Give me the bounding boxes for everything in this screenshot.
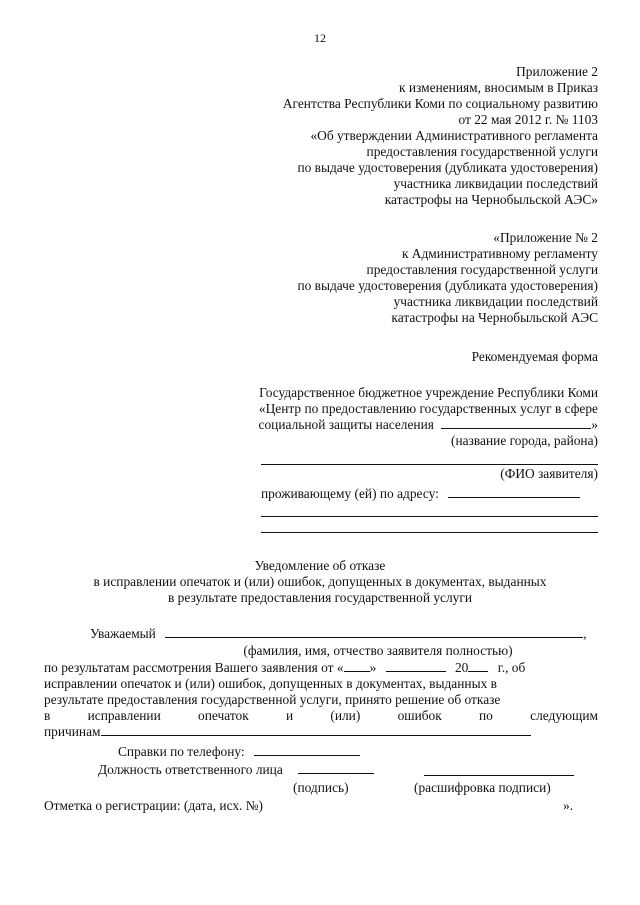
reasons-line xyxy=(44,724,531,740)
dear-line xyxy=(90,626,587,642)
reglament-line: по выдаче удостоверения (дубликата удостоверения) xyxy=(297,278,598,293)
appendix-line: «Об утверждении Административного регламента xyxy=(310,128,598,143)
page-number: 12 xyxy=(314,31,326,45)
date-suffix: г., об xyxy=(497,660,526,675)
address-line xyxy=(261,486,580,502)
word: (или) xyxy=(330,708,361,723)
appendix-line: к изменениям, вносимым в Приказ xyxy=(399,80,598,95)
appendix-line: Приложение 2 xyxy=(516,64,598,79)
appendix-line: участника ликвидации последствий xyxy=(393,176,598,191)
institution-label: социальной защиты населения xyxy=(258,417,434,432)
recommended-form: Рекомендуемая форма xyxy=(471,349,598,364)
notice-title: Уведомление об отказе xyxy=(254,558,386,573)
appendix-line: Агентства Республики Коми по социальному развитию xyxy=(282,96,598,111)
appendix-line: по выдаче удостоверения (дубликата удостоверения) xyxy=(297,160,598,175)
year-prefix: 20 xyxy=(454,660,469,675)
signature-decode-field[interactable] xyxy=(424,775,574,776)
body-line: результате предоставления государственной услуги, принято решение об отказе xyxy=(44,692,501,707)
registration-label: Отметка о регистрации: (дата, исх. №) xyxy=(44,798,263,813)
reglament-line: к Административному регламенту xyxy=(401,246,598,261)
word: ошибок xyxy=(397,708,442,723)
reglament-line: «Приложение № 2 xyxy=(493,230,598,245)
word: опечаток xyxy=(198,708,249,723)
city-field[interactable] xyxy=(441,417,591,429)
applicant-name-hint: (фамилия, имя, отчество заявителя полностью) xyxy=(243,643,513,658)
institution-line-end: » xyxy=(591,417,598,432)
fio-field[interactable] xyxy=(261,464,598,465)
word: следующим xyxy=(530,708,598,723)
institution-line: «Центр по предоставлению государственных услуг в сфере xyxy=(258,401,598,416)
reasons-label: причинам xyxy=(44,724,101,739)
word: и xyxy=(285,708,294,723)
phone-label: Справки по телефону: xyxy=(118,744,245,759)
date-label: по результатам рассмотрения Вашего заявления от « xyxy=(44,660,344,675)
phone-line xyxy=(118,744,360,760)
city-hint: (название города, района) xyxy=(451,433,598,448)
signature-hint: (подпись) xyxy=(293,780,349,795)
applicant-name-field[interactable] xyxy=(165,626,583,638)
fio-hint: (ФИО заявителя) xyxy=(500,466,598,481)
reglament-line: катастрофы на Чернобыльской АЭС xyxy=(391,310,598,325)
month-field[interactable] xyxy=(386,660,446,672)
appendix-line: предоставления государственной услуги xyxy=(366,144,598,159)
address-label: проживающему (ей) по адресу: xyxy=(261,486,439,501)
notice-subtitle: в исправлении опечаток и (или) ошибок, допущенных в документах, выданных xyxy=(93,574,547,589)
dear-label: Уважаемый xyxy=(90,626,156,641)
body-line: исправлении опечаток и (или) ошибок, допущенных в документах, выданных в xyxy=(44,676,497,691)
address-field[interactable] xyxy=(448,486,580,498)
signature-decode-hint: (расшифровка подписи) xyxy=(414,780,551,795)
registration-end: ». xyxy=(563,798,574,813)
position-line xyxy=(98,762,374,778)
appendix-line: катастрофы на Чернобыльской АЭС» xyxy=(384,192,598,207)
date-quote: » xyxy=(369,660,377,675)
appendix-line: от 22 мая 2012 г. № 1103 xyxy=(458,112,598,127)
notice-subtitle: в результате предоставления государственной услуги xyxy=(167,590,473,605)
day-field[interactable] xyxy=(344,660,370,672)
year-field[interactable] xyxy=(468,660,488,672)
word: исправлении xyxy=(87,708,161,723)
body-line-justified xyxy=(44,708,598,724)
institution-line: Государственное бюджетное учреждение Республики Коми xyxy=(259,385,598,400)
dear-comma: , xyxy=(583,626,587,641)
word: по xyxy=(479,708,493,723)
reasons-field[interactable] xyxy=(101,724,531,736)
application-date-line xyxy=(44,660,525,676)
position-label: Должность ответственного лица xyxy=(98,762,283,777)
reglament-line: предоставления государственной услуги xyxy=(366,262,598,277)
reglament-line: участника ликвидации последствий xyxy=(393,294,598,309)
phone-field[interactable] xyxy=(254,744,360,756)
address-field-2[interactable] xyxy=(261,516,598,517)
signature-field[interactable] xyxy=(298,762,374,774)
institution-line xyxy=(259,417,598,433)
address-field-3[interactable] xyxy=(261,532,598,533)
word: в xyxy=(44,708,51,723)
